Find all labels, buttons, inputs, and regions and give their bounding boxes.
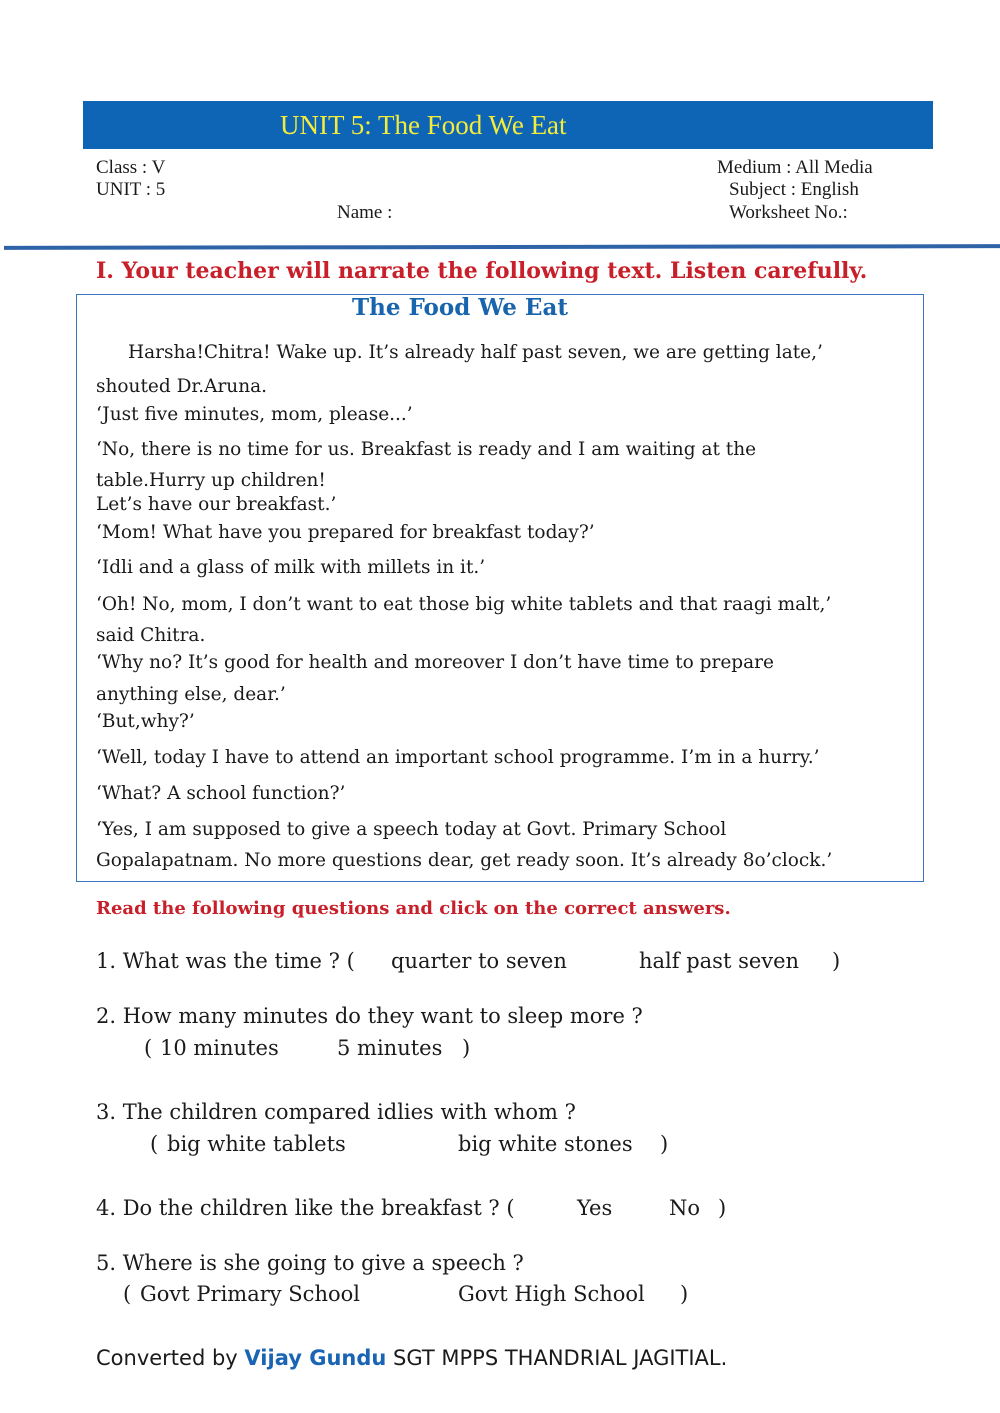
q5-open-paren: ( bbox=[123, 1282, 132, 1306]
passage-line: said Chitra. bbox=[96, 625, 206, 646]
passage-line: Let’s have our breakfast.’ bbox=[96, 494, 337, 515]
class-label: Class : V bbox=[96, 157, 166, 178]
q4-option-no[interactable]: No bbox=[669, 1196, 701, 1220]
q1-option-half-past-seven[interactable]: half past seven bbox=[639, 949, 800, 973]
passage-line: ‘Why no? It’s good for health and moreover I don’t have time to prepare bbox=[96, 652, 774, 673]
passage-line: Harsha!Chitra! Wake up. It’s already half past seven, we are getting late,’ bbox=[128, 342, 823, 363]
passage-line: ‘Well, today I have to attend an important school programme. I’m in a hurry.’ bbox=[96, 747, 820, 768]
passage-line: ‘But,why?’ bbox=[96, 711, 195, 732]
passage-line: ‘Mom! What have you prepared for breakfast today?’ bbox=[96, 522, 595, 543]
footer-author: Vijay Gundu bbox=[244, 1346, 387, 1370]
listen-instruction: I. Your teacher will narrate the following text. Listen carefully. bbox=[96, 258, 868, 284]
footer-prefix: Converted by bbox=[96, 1346, 238, 1370]
q1-close-paren: ) bbox=[832, 949, 841, 973]
passage-line: ‘No, there is no time for us. Breakfast is ready and I am waiting at the bbox=[96, 439, 757, 460]
passage-line: ‘What? A school function?’ bbox=[96, 783, 346, 804]
passage-line: anything else, dear.’ bbox=[96, 684, 286, 705]
q1-option-quarter-to-seven[interactable]: quarter to seven bbox=[391, 949, 567, 973]
footer-suffix: SGT MPPS THANDRIAL JAGITIAL. bbox=[393, 1346, 728, 1370]
q3-option-big-white-stones[interactable]: big white stones bbox=[458, 1132, 633, 1156]
footer-credit bbox=[96, 1346, 727, 1370]
passage-title: The Food We Eat bbox=[352, 294, 568, 321]
passage-line: ‘Oh! No, mom, I don’t want to eat those big white tablets and that raagi malt,’ bbox=[96, 594, 832, 615]
q3-close-paren: ) bbox=[660, 1132, 669, 1156]
question-1-text: 1. What was the time ? ( bbox=[96, 949, 355, 973]
passage-line: table.Hurry up children! bbox=[96, 470, 326, 491]
question-4-text: 4. Do the children like the breakfast ? ( bbox=[96, 1196, 515, 1220]
questions-instruction: Read the following questions and click on the correct answers. bbox=[96, 898, 731, 919]
q2-close-paren: ) bbox=[462, 1036, 471, 1060]
q2-option-5-minutes[interactable]: 5 minutes bbox=[337, 1036, 443, 1060]
medium-label: Medium : All Media bbox=[717, 157, 873, 178]
subject-label: Subject : English bbox=[729, 179, 859, 200]
passage-line: ‘Yes, I am supposed to give a speech today at Govt. Primary School bbox=[96, 819, 727, 840]
passage-line: ‘Just five minutes, mom, please...’ bbox=[96, 404, 413, 425]
divider bbox=[4, 244, 1000, 250]
passage-line: shouted Dr.Aruna. bbox=[96, 376, 268, 397]
q2-option-10-minutes[interactable]: 10 minutes bbox=[160, 1036, 279, 1060]
q4-close-paren: ) bbox=[718, 1196, 727, 1220]
q5-option-govt-primary-school[interactable]: Govt Primary School bbox=[140, 1282, 360, 1306]
passage-line: Gopalapatnam. No more questions dear, get ready soon. It’s already 8o’clock.’ bbox=[96, 850, 833, 871]
question-2-text: 2. How many minutes do they want to sleep more ? bbox=[96, 1004, 643, 1028]
q3-option-big-white-tablets[interactable]: big white tablets bbox=[167, 1132, 346, 1156]
q3-open-paren: ( bbox=[150, 1132, 159, 1156]
q5-close-paren: ) bbox=[680, 1282, 689, 1306]
unit-label: UNIT : 5 bbox=[96, 179, 166, 200]
q4-option-yes[interactable]: Yes bbox=[577, 1196, 613, 1220]
worksheet-title: UNIT 5: The Food We Eat bbox=[280, 110, 567, 140]
question-5-text: 5. Where is she going to give a speech ? bbox=[96, 1251, 524, 1275]
q5-option-govt-high-school[interactable]: Govt High School bbox=[458, 1282, 645, 1306]
q2-open-paren: ( bbox=[144, 1036, 153, 1060]
passage-line: ‘Idli and a glass of milk with millets in it.’ bbox=[96, 557, 486, 578]
worksheet-number-label: Worksheet No.: bbox=[729, 202, 848, 223]
question-3-text: 3. The children compared idlies with whom ? bbox=[96, 1100, 576, 1124]
name-label: Name : bbox=[337, 202, 393, 223]
